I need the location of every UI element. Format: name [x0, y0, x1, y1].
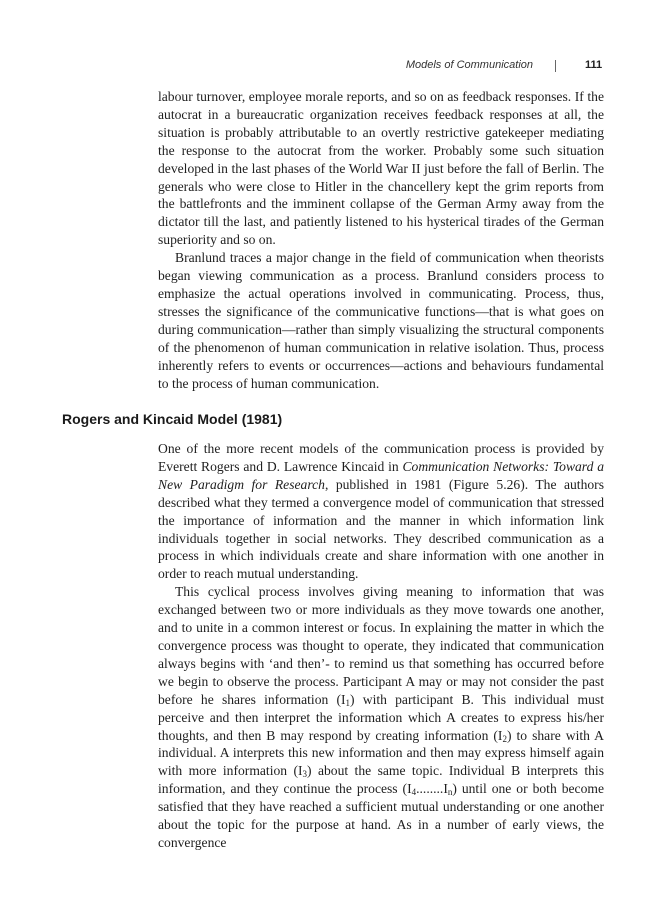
page-number: 111 — [585, 59, 603, 71]
cyclical-text-6: ) until one or both become satisfied that they have reached a sufficient mutual understanding or one another about the topic for the purpose at hand. As in a number of early views, the convergence — [158, 781, 604, 850]
paragraph-cyclical-process — [158, 583, 604, 852]
intro-text-b: , published in 1981 (Figure 5.26). The authors described what they termed a convergence model of communication that stressed the importance of information and the manner in which information link individuals together in social networks. They described communication as a process in which individuals create and share information with one another in order to reach mutual understanding. — [158, 476, 604, 582]
body-text-top — [158, 88, 604, 392]
cyclical-text-1: This cyclical process involves giving meaning to information that was exchanged between two or more individuals as they move towards one another, and to unite in a common interest or focus. In explaining the matter in which the convergence process was thought to operate, they indicated that communication always begins with ‘and then’- to remind us that something has occurred before we begin to observe the process. Participant A may or may not consider the past before he shares information (I — [158, 584, 604, 707]
subscript-3: 3 — [302, 769, 308, 780]
paragraph-rogers-kincaid-intro — [158, 440, 604, 583]
cyclical-text-5: ........I — [416, 781, 448, 797]
running-title: Models of Communication — [405, 59, 533, 71]
paragraph-branlund: Branlund traces a major change in the field of communication when theorists began viewing communication as a process. Branlund considers process to emphasize the actual operations involved in communicating. Process, thus, stresses the significance of the communicative functions—that is what goes on during communication—rather than simply visualizing the structural components of the phenomenon of human communication in relative isolation. Thus, process inherently refers to events or occurrences—actions and behaviours fundamental to the process of human communication. — [158, 250, 604, 391]
section-heading: Rogers and Kincaid Model (1981) — [62, 411, 283, 427]
subscript-4: 4 — [411, 787, 417, 798]
intro-text-a: One of the more recent models of the communication process is provided by Everett Rogers and D. Lawrence Kincaid in — [158, 441, 604, 474]
subscript-n: n — [447, 787, 453, 798]
cyclical-text-3: ) to share with A individual. A interprets this new information and then may express himself again with more information (I — [158, 727, 604, 779]
body-text-rogers-kincaid — [158, 440, 604, 852]
subscript-1: 1 — [345, 697, 351, 708]
running-header — [0, 59, 661, 75]
subscript-2: 2 — [502, 733, 507, 744]
cyclical-text-2: ) with participant B. This individual must perceive and then interpret the information which A creates to express his/her thoughts, and then B may respond by creating information (I — [158, 691, 604, 743]
paragraph-feedback: labour turnover, employee morale reports, and so on as feedback responses. If the autocrat in a bureaucratic organization receives feedback responses at all, the situation is probably attributable to an overtly restrictive gatekeeper mediating the response to the autocrat from the worker. Probably some such situation developed in the last phases of the World War II just before the fall of Berlin. The generals who were close to Hitler in the chancellery kept the grim reports from the battlefronts and the imminent collapse of the German Army away from the dictator till the last, and patiently listened to his hysterical tirades of the German superiority and so on. — [158, 89, 604, 248]
header-divider — [555, 60, 556, 72]
book-title: Communication Networks: Toward a New Paradigm for Research — [158, 458, 605, 492]
cyclical-text-4: ) about the same topic. Individual B interprets this information, and they continue the process (I — [158, 763, 604, 797]
